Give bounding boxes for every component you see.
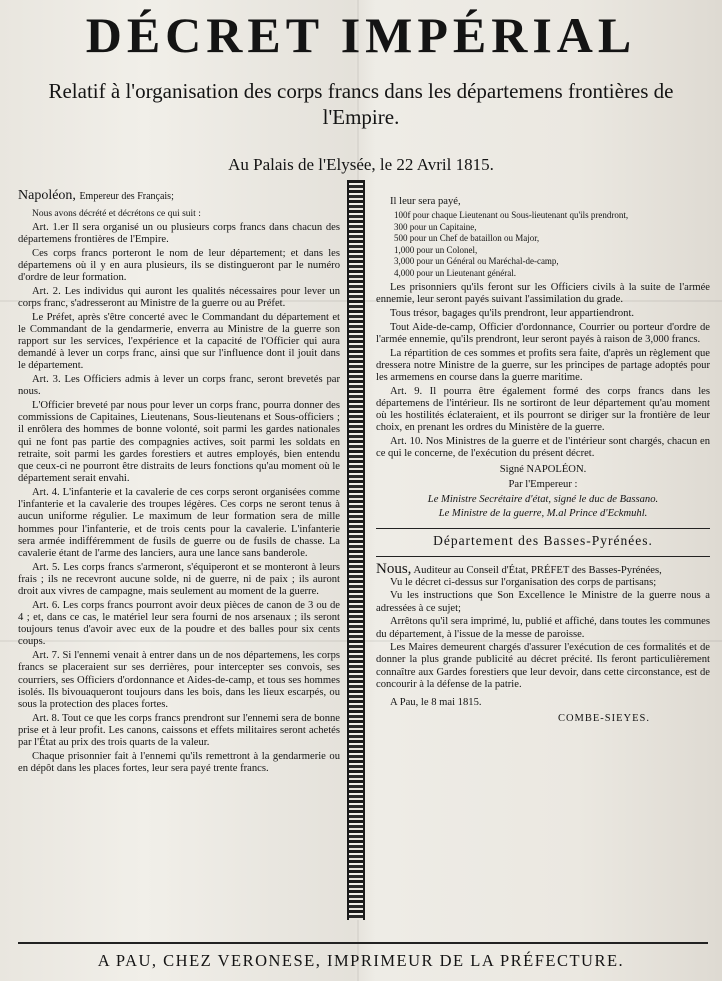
prefet-heading (376, 560, 710, 577)
article-paragraph: Art. 4. L'infanterie et la cavalerie de ces corps seront organisées comme l'infanterie et la cavalerie des troupes légères. Ces corps ne seront tenus à aucun uniforme régulier. Le maximum de leur formation sera de mille hommes pour l'infanterie, et de trois cents pour la cavalerie. L'infanterie sera armée indifféremment de fusils de guerre ou de fusils de chasse. La cavalerie étant de l'arme des lanciers, aura une lance sans banderole. (18, 486, 340, 559)
article-paragraph: Tous trésor, bagages qu'ils prendront, leur appartiendront. (390, 308, 635, 320)
article-paragraph: Art. 3. Les Officiers admis à lever un corps franc, seront brevetés par nous. (18, 374, 340, 398)
article-paragraph: Art. 9. Il pourra être également formé des corps francs dans les départemens de l'intérieur. Ils ne sortiront de leur département qu'au moment où les hostilités éclateraient, et ils pourront se diriger sur la frontière de leur choix, en prenant les ordres du Ministère de la guerre. (376, 385, 710, 434)
prefet-initial: Nous, (376, 560, 412, 577)
payment-item: 300 pour un Capitaine, (394, 221, 477, 232)
department-heading: Département des Basses-Pyrénées. (433, 533, 653, 549)
napoleon-name: Napoléon, (18, 188, 76, 203)
payment-item: 100f pour chaque Lieutenant ou Sous-lieutenant qu'ils prendront, (394, 210, 629, 221)
printer-imprint: A PAU, CHEZ VERONESE, IMPRIMEUR DE LA PRÉFECTURE. (97, 951, 625, 970)
decree-subtitle: Relatif à l'organisation des corps francs dans les départemens frontières de l'Empire. (48, 79, 674, 129)
payment-list (394, 210, 710, 279)
article-paragraph: Tout Aide-de-camp, Officier d'ordonnance, Courrier ou porteur d'ordre de l'armée ennemie, qu'ils prendront, leur seront payés à raison de 3,000 francs. (376, 321, 710, 346)
footer-divider (18, 942, 708, 944)
right-column (376, 196, 710, 726)
article-paragraph: Ces corps francs porteront le nom de leur département; et dans les départemens où il y en aura plusieurs, ils se distingueront par le numéro d'ordre de leur formation. (18, 247, 340, 284)
prefet-date: A Pau, le 8 mai 1815. (390, 697, 482, 709)
napoleon-signature: Signé NAPOLÉON. (499, 463, 587, 475)
prefet-paragraph: Arrêtons qu'il sera imprimé, lu, publié et affiché, dans toutes les communes du département, à l'issue de la messe de paroisse. (376, 616, 710, 640)
article-paragraph: Art. 8. Tout ce que les corps francs prendront sur l'ennemi sera de bonne prise et à leur profit. Les canons, caissons et effets militaires seront achetés par l'État au prix des trois quarts de la valeur. (18, 712, 340, 749)
minister-state-signature: Le Ministre Secrétaire d'état, signé le duc de Bassano. (427, 493, 659, 505)
article-paragraph: Art. 7. Si l'ennemi venait à entrer dans un de nos départemens, les corps francs se placeraient sur ses derrières, pour intercepter ses convois, ses courriers, ses Officiers d'ordonnance et Aides-de-camp, et tous ses hommes isolés. Ils bivouaqueront toujours dans les bois, dans les lieux escarpés, ou sous la protection des places fortes. (18, 650, 340, 710)
napoleon-heading (18, 188, 340, 205)
article-paragraph: Le Préfet, après s'être concerté avec le Commandant du département et le Commandant de la gendarmerie, enverra au Ministre de la guerre son rapport sur les services, l'expérience et la capacité de l'Officier qui aura demandé à lever un corps franc, ainsi que sur l'influence dont il jouit dans le département. (18, 311, 340, 372)
article-paragraph: Art. 5. Les corps francs s'armeront, s'équiperont et se monteront à leurs frais ; ils ne recevront aucune solde, ni de guerre, ni de paix ; ils auront droit aux vivres de campagne, mais seulement au moment de la guerre. (18, 561, 340, 598)
article-paragraph: Art. 6. Les corps francs pourront avoir deux pièces de canon de 3 ou de 4 ; et, dans ce cas, le matériel leur sera fourni de nos arsenaux ; ils seront toujours tenus d'avoir avec eux de la poudre et des balles pour six cents coups. (18, 599, 340, 648)
article-paragraph: Les prisonniers qu'ils feront sur les Officiers civils à la suite de l'armée ennemie, leur seront payés suivant l'assimilation du grade. (376, 282, 710, 306)
dateline: Au Palais de l'Elysée, le 22 Avril 1815. (228, 155, 494, 174)
napoleon-title: Empereur des Français; (79, 191, 174, 202)
divider (376, 556, 710, 557)
decree-title: DÉCRET IMPÉRIAL (85, 7, 637, 63)
decorative-chain-border (347, 180, 365, 920)
par-empereur: Par l'Empereur : (508, 478, 578, 490)
payment-intro: Il leur sera payé, (390, 196, 461, 207)
prefet-paragraph: Vu les instructions que Son Excellence le Ministre de la guerre nous a adressées à ce sujet; (376, 590, 710, 614)
payment-item: 4,000 pour un Lieutenant général. (394, 267, 516, 278)
payment-item: 500 pour un Chef de bataillon ou Major, (394, 233, 540, 244)
divider (376, 528, 710, 529)
prefet-paragraph: Vu le décret ci-dessus sur l'organisation des corps de partisans; (390, 576, 657, 588)
payment-item: 1,000 pour un Colonel, (394, 244, 478, 255)
prefet-signature: COMBE-SIEYES. (557, 713, 650, 725)
payment-item: 3,000 pour un Général ou Maréchal-de-camp, (394, 256, 559, 267)
article-paragraph: Art. 10. Nos Ministres de la guerre et de l'intérieur sont chargés, chacun en ce qui le concerne, de l'exécution du présent décret. (376, 436, 710, 460)
article-paragraph: L'Officier breveté par nous pour lever un corps franc, pourra donner des commissions de Capitaines, Lieutenans, Sous-lieutenans et Sous-officiers ; il enrôlera des hommes de bonne volonté, soit parmi les gardes nationales qui ne font pas partie des compagnies actives, soit parmi les soldats en retraite, soit parmi les gardes forestiers et autres employés, bien entendu que ceux-ci ne pourront être distraits de leurs fonctions qu'au moment où le département serait envahi. (18, 400, 340, 485)
left-column (18, 188, 340, 777)
article-paragraph: Art. 1.er Il sera organisé un ou plusieurs corps francs dans chacun des départemens frontières de l'Empire. (18, 221, 340, 245)
prefet-title: Auditeur au Conseil d'État, PRÉFET des Basses-Pyrénées, (413, 564, 662, 576)
article-paragraph: Art. 2. Les individus qui auront les qualités nécessaires pour lever un corps franc, s'adresseront au Ministre de la guerre ou au Préfet. (18, 285, 340, 309)
article-paragraph: La répartition de ces sommes et profits sera faite, d'après un règlement que dressera notre Ministre de la guerre, sur les principes de partage adoptés pour les armemens en course dans la guerre maritime. (376, 347, 710, 384)
prefet-paragraph: Les Maires demeurent chargés d'assurer l'exécution de ces formalités et de donner la plus grande publicité au décret précité. Ils feront particulièrement connaître aux Gardes forestiers que leur devoir, dans cette circonstance, est de concourir à la défense de la patrie. (376, 642, 710, 690)
minister-war-signature: Le Ministre de la guerre, M.al Prince d'Eckmuhl. (438, 508, 648, 520)
decree-formula: Nous avons décrété et décrétons ce qui suit : (32, 209, 201, 219)
article-paragraph: Chaque prisonnier fait à l'ennemi qu'ils remettront à la gendarmerie ou en dépôt dans les places fortes, leur sera payé trente francs. (18, 750, 340, 774)
